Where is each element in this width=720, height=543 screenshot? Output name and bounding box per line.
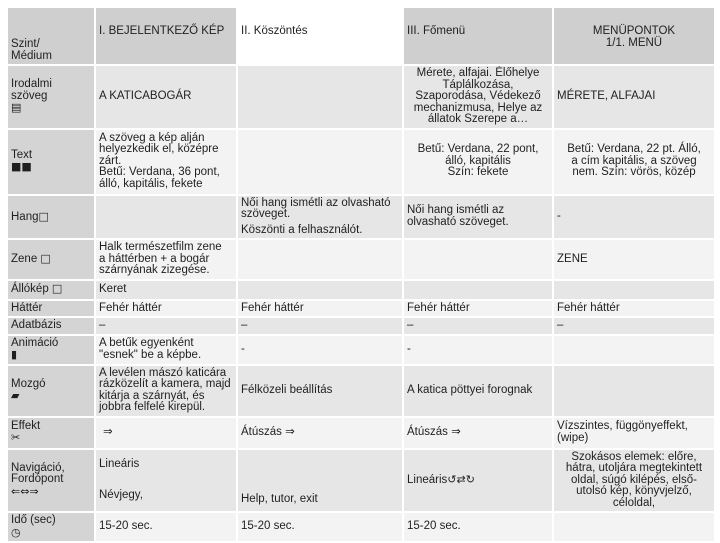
cell-irodalmi-2 (238, 66, 402, 128)
cell-hatter-2: Fehér háttér (238, 301, 402, 317)
row-label-irodalmi: Irodalmi szöveg ▤ (8, 66, 94, 128)
music-icon: □ (40, 252, 51, 265)
cell-ido-3: 15-20 sec. (404, 513, 552, 541)
row-label-zene: Zene □ (8, 240, 94, 279)
row-label-text: Text ■■ (8, 130, 94, 194)
cell-irodalmi-3: Mérete, alfajai. Élőhelye Táplálkozása, Szaporodása, Védekező mechanizmusa, Helye az állatok Szerepe a… (404, 66, 552, 128)
document-icon: ▤ (11, 101, 22, 114)
cell-hang-1 (96, 196, 236, 239)
row-label-ido: Idő (sec) ◷ (8, 513, 94, 541)
row-label-navigacio: Navigáció, Fordópont ⇐⇔⇒ (8, 450, 94, 512)
cell-allokep-2 (238, 281, 402, 299)
cell-mozgo-3: A katica pöttyei forognak (404, 366, 552, 416)
row-label-mozgo: Mozgó ▰ (8, 366, 94, 416)
row-navigacio (8, 450, 714, 512)
row-ido (8, 513, 714, 541)
film-icon: ▰ (11, 389, 20, 402)
row-label-hang: Hang□ (8, 196, 94, 239)
cell-text-4: Betű: Verdana, 22 pt. Álló, a cím kapitális, a szöveg nem. Szín: vörös, közép (554, 130, 714, 194)
corner-header: Szint/ Médium (8, 8, 94, 64)
column-header-4: MENÜPONTOK 1/1. MENÜ (554, 8, 714, 64)
cell-hang-2: Női hang ismétli az olvasható szöveget. Köszönti a felhasználót. (238, 196, 402, 239)
cell-text-2 (238, 130, 402, 194)
cell-zene-3 (404, 240, 552, 279)
cell-effekt-2: Átúszás ⇒ (238, 418, 402, 448)
row-zene (8, 240, 714, 279)
cell-animacio-4 (554, 336, 714, 364)
animation-icon: ▮ (11, 348, 18, 361)
cell-effekt-4: Vízszintes, függönyeffekt, (wipe) (554, 418, 714, 448)
cell-effekt-1: ⇒ (96, 418, 236, 448)
column-header-3: III. Főmenü (404, 8, 552, 64)
cell-effekt-3: Átúszás ⇒ (404, 418, 552, 448)
column-header-1: I. BEJELENTKEZŐ KÉP (96, 8, 236, 64)
cell-adatbazis-3: – (404, 318, 552, 334)
column-header-2: II. Köszöntés (238, 8, 402, 64)
storyboard-table (6, 6, 716, 543)
row-text (8, 130, 714, 194)
cell-allokep-1: Keret (96, 281, 236, 299)
cell-irodalmi-4: MÉRETE, ALFAJAI (554, 66, 714, 128)
row-label-effekt: Effekt ✂ (8, 418, 94, 448)
cell-navigacio-2: Help, tutor, exit (238, 450, 402, 512)
header-row (8, 8, 714, 64)
row-label-animacio: Animáció ▮ (8, 336, 94, 364)
row-label-allokep: Állókép □ (8, 281, 94, 299)
row-allokep (8, 281, 714, 299)
cell-animacio-1: A betűk egyenként "esnek" be a képbe. (96, 336, 236, 364)
cell-zene-4: ZENE (554, 240, 714, 279)
cell-hang-3: Női hang ismétli az olvasható szöveget. (404, 196, 552, 239)
cell-zene-2 (238, 240, 402, 279)
row-adatbazis (8, 318, 714, 334)
cell-hatter-3: Fehér háttér (404, 301, 552, 317)
cell-text-1: A szöveg a kép alján helyezkedik el, középre zárt. Betű: Verdana, 36 pont, álló, kapitális, fekete (96, 130, 236, 194)
cell-animacio-3: - (404, 336, 552, 364)
text-blocks-icon: ■■ (11, 160, 32, 173)
row-mozgo (8, 366, 714, 416)
cell-zene-1: Halk természetfilm zene a háttérben + a bogár szárnyának zizegése. (96, 240, 236, 279)
navigation-arrows-icon: ⇐⇔⇒ (11, 484, 39, 498)
cell-mozgo-4 (554, 366, 714, 416)
row-hatter (8, 301, 714, 317)
clock-icon: ◷ (11, 525, 21, 539)
speaker-icon: □ (38, 209, 49, 223)
cell-adatbazis-1: – (96, 318, 236, 334)
cell-allokep-4 (554, 281, 714, 299)
cell-hang-4: - (554, 196, 714, 239)
cell-mozgo-2: Félközeli beállítás (238, 366, 402, 416)
cell-allokep-3 (404, 281, 552, 299)
row-animacio (8, 336, 714, 364)
image-icon: □ (51, 282, 63, 296)
cell-irodalmi-1: A KATICABOGÁR (96, 66, 236, 128)
row-hang (8, 196, 714, 239)
cell-hatter-1: Fehér háttér (96, 301, 236, 317)
cell-adatbazis-4: – (554, 318, 714, 334)
navigation-loop-icon: ↺⇄↻ (447, 473, 475, 486)
cell-navigacio-4: Szokásos elemek: előre, hátra, utoljára megtekintett oldal, súgó kilépés, első- utolsó kép, könyvjelző, céloldal, (554, 450, 714, 512)
cell-mozgo-1: A levélen mászó katicára rázközelít a kamera, majd kitárja a szárnyát, és jobbra felfelé kirepül. (96, 366, 236, 416)
row-effekt (8, 418, 714, 448)
cell-navigacio-1: Lineáris Névjegy, (96, 450, 236, 512)
row-label-hatter: Háttér (8, 301, 94, 317)
cell-ido-4 (554, 513, 714, 541)
cell-navigacio-3: Lineáris↺⇄↻ (404, 450, 552, 512)
row-label-adatbazis: Adatbázis (8, 318, 94, 334)
cell-animacio-2: - (238, 336, 402, 364)
cell-text-3: Betű: Verdana, 22 pont, álló, kapitális Szín: fekete (404, 130, 552, 194)
cell-ido-1: 15-20 sec. (96, 513, 236, 541)
scissors-icon: ✂ (11, 431, 21, 444)
cell-hatter-4: Fehér háttér (554, 301, 714, 317)
cell-adatbazis-2: – (238, 318, 402, 334)
cell-ido-2: 15-20 sec. (238, 513, 402, 541)
row-irodalmi (8, 66, 714, 128)
